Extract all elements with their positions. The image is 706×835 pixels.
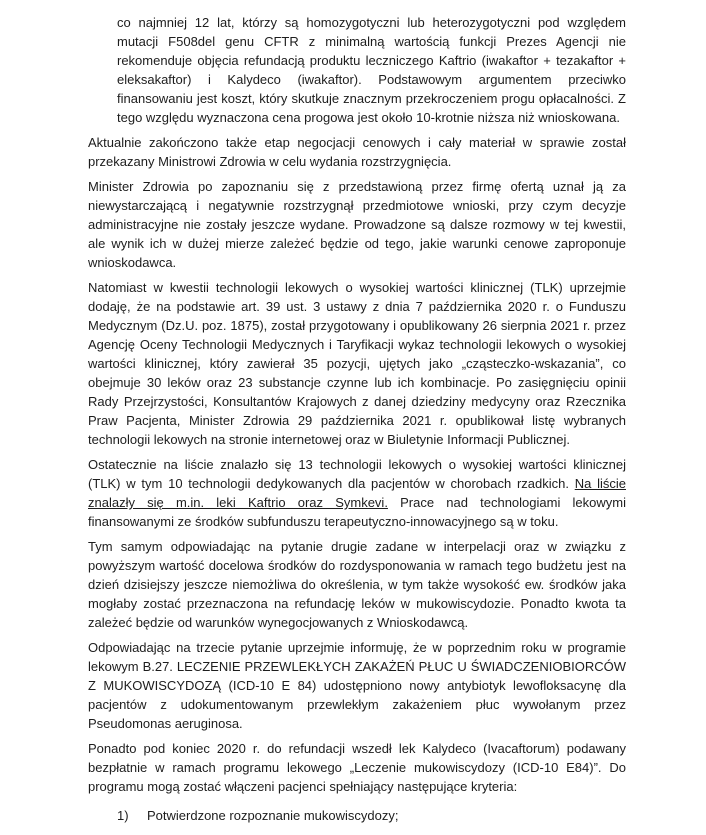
text-run: Natomiast w kwestii technologii lekowych o wysokiej wartości klinicznej (TLK) uprzejmie dodaję, że na podstawie art. 39 ust. 3 ustawy z dnia 7 października 2020 r. o Funduszu Medycznym (Dz.U. poz. 1875), został przygotowany i opublikowany 26 sierpnia 2021 r. przez Agencję Oceny Technologii Medycznych i Taryfikacji wykaz technologii lekowych o wysokiej wartości klinicznej, który zawierał 35 pozycji, ujętych jako „cząsteczko-wskazania”, co obejmuje 30 leków oraz 23 substancje czynne lub ich kombinacje. Po zasięgnięciu opinii Rady Przejrzystości, Konsultantów Krajowych z danej dziedziny medycyny oraz Rzecznika Praw Pacjenta, Minister Zdrowia 29 października 2021 r. opublikował listę wybranych technologii lekowych na stronie internetowej oraz w Biuletynie Informacji Publicznej.: [88, 280, 626, 447]
text-run: Aktualnie zakończono także etap negocjacji cenowych i cały materiał w sprawie został przekazany Ministrowi Zdrowia w celu wydania rozstrzygnięcia.: [88, 135, 626, 169]
text-run: Na liście znalazły się m.in. leki Kaftrio oraz Symkevi.: [88, 476, 626, 510]
paragraph: [88, 278, 626, 449]
text-run: Prace nad technologiami lekowymi finansowanymi ze środków subfunduszu terapeutyczno-innowacyjnego są w toku.: [88, 495, 626, 529]
text-run: Potwierdzone rozpoznanie mukowiscydozy;: [147, 808, 399, 823]
paragraph: [88, 177, 626, 272]
paragraph: [88, 133, 626, 171]
text-run: Minister Zdrowia po zapoznaniu się z przedstawioną przez firmę ofertą uznał ją za niewystarczającą i negatywnie rozstrzygnął przedmiotowe wnioski, przy czym decyzje administracyjne nie zostały jeszcze wydane. Prowadzone są dalsze rozmowy w tej kwestii, ale wynik ich w dużej mierze zależeć będzie od tego, jakie warunki cenowe zaproponuje wnioskodawca.: [88, 179, 626, 270]
paragraph: [88, 739, 626, 796]
paragraph: [117, 13, 626, 127]
list-item: [88, 806, 626, 825]
paragraph: [88, 638, 626, 733]
text-run: Odpowiadając na trzecie pytanie uprzejmie informuję, że w poprzednim roku w programie lekowym B.27. LECZENIE PRZEWLEKŁYCH ZAKAŻEŃ PŁUC U ŚWIADCZENIOBIORCÓW Z MUKOWISCYDOZĄ (ICD-10 E 84) udostępniono nowy antybiotyk lewofloksacynę dla pacjentów z udokumentowanym przewlekłym zakażeniem płuc wywołanym przez Pseudomonas aeruginosa.: [88, 640, 626, 731]
list-marker: 1): [117, 808, 129, 823]
text-run: Ponadto pod koniec 2020 r. do refundacji wszedł lek Kalydeco (Ivacaftorum) podawany bezpłatnie w ramach programu lekowego „Leczenie mukowiscydozy (ICD-10 E84)”. Do programu mogą zostać włączeni pacjenci spełniający następujące kryteria:: [88, 741, 626, 794]
text-run: Ostatecznie na liście znalazło się 13 technologii lekowych o wysokiej wartości klinicznej (TLK) w tym 10 technologii dedykowanych dla pacjentów w chorobach rzadkich.: [88, 457, 626, 491]
text-run: co najmniej 12 lat, którzy są homozygotyczni lub heterozygotyczni pod względem mutacji F508del genu CFTR z minimalną wartością funkcji Prezes Agencji nie rekomenduje objęcia refundacją produktu leczniczego Kaftrio (iwakaftor + tezakaftor + eleksakaftor) i Kalydeco (iwakaftor). Podstawowym argumentem przeciwko finansowaniu jest koszt, który skutkuje znacznym przekroczeniem progu opłacalności. Z tego względu wyznaczona cena progowa jest około 10-krotnie niższa niż wnioskowana.: [117, 15, 626, 125]
text-run: Tym samym odpowiadając na pytanie drugie zadane w interpelacji oraz w związku z powyższym wartość docelowa środków do rozdysponowania w ramach tego budżetu jest na dzień dzisiejszy jeszcze niemożliwa do określenia, w tym także wysokość ew. środków jaka mogłaby zostać przeznaczona na refundację leków w mukowiscydozie. Ponadto kwota ta zależeć będzie od warunków wynegocjowanych z Wnioskodawcą.: [88, 539, 626, 630]
paragraph: [88, 455, 626, 531]
paragraph: [88, 537, 626, 632]
